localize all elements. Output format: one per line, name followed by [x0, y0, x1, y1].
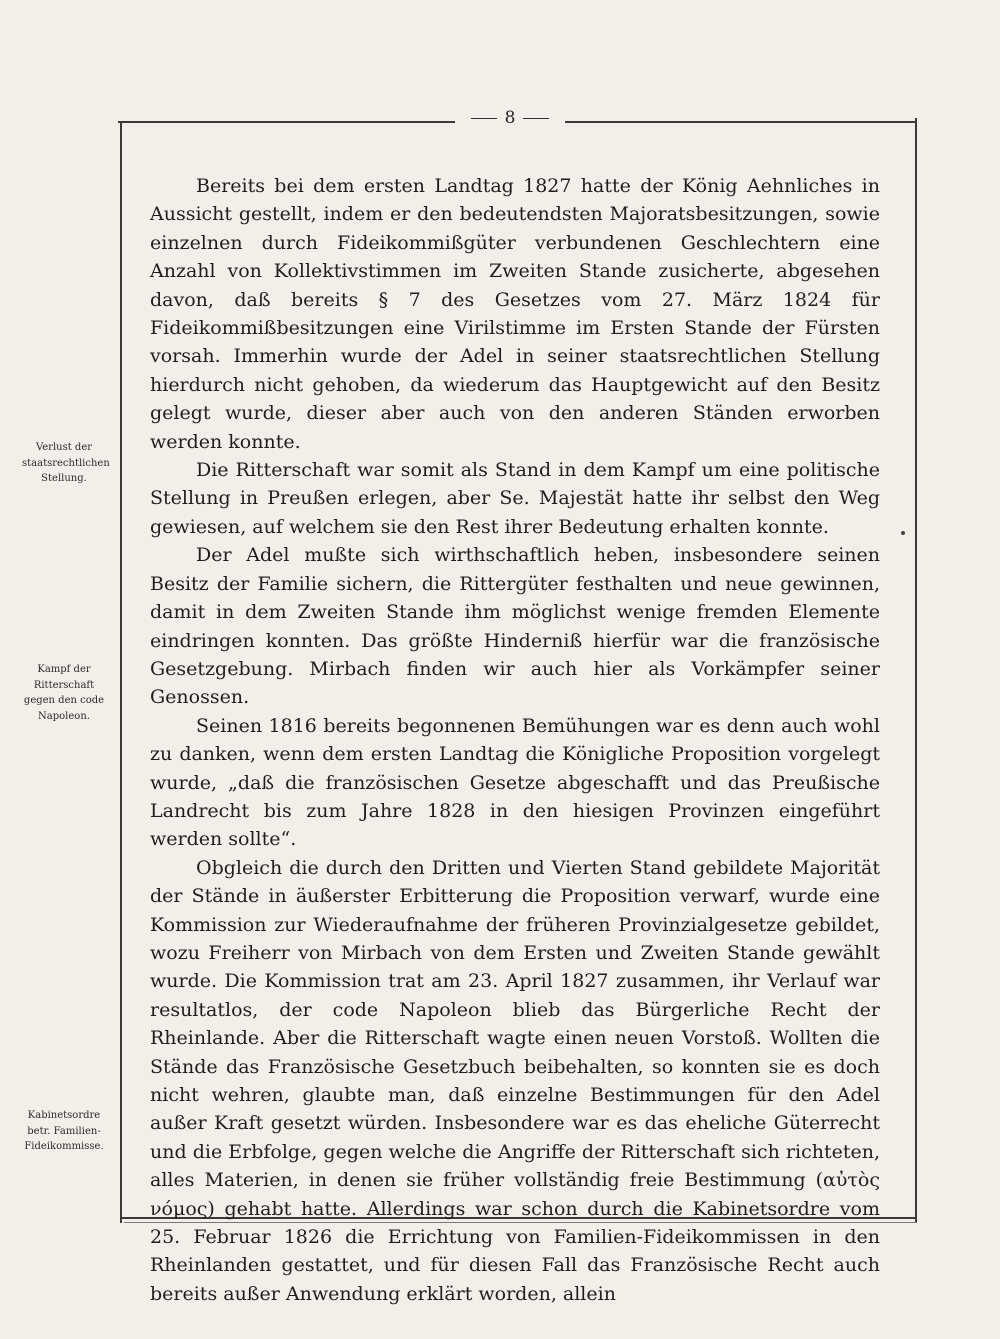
paragraph: Seinen 1816 bereits begonnenen Bemühungen war es denn auch wohl zu danken, wenn dem ersten Landtag die Königliche Proposition vorgelegt wurde, „daß die französischen Gesetze abgeschafft und das Preußische Landrecht bis zum Jahre 1828 in den hiesigen Provinzen eingeführt werden sollte“.: [150, 714, 880, 851]
page-number-dash-left: [471, 118, 497, 119]
page-number-header: [455, 108, 565, 128]
margin-note: Kampf der Ritterschaft gegen den code Napoleon.: [23, 664, 105, 722]
paragraph: Bereits bei dem ersten Landtag 1827 hatte der König Aehnliches in Aussicht gestellt, indem er den bedeutendsten Majoratsbesitzungen, sowie einzelnen durch Fideikommißgüter verbundenen Geschlechtern eine Anzahl von Kollektivstimmen im Zweiten Stande zusicherte, abgesehen davon, daß bereits § 7 des Gesetzes vom 27. März 1824 für Fideikommißbesitzungen eine Virilstimme im Ersten Stande der Fürsten vorsah. Immerhin wurde der Adel in seiner staatsrechtlichen Stellung hierdurch nicht gehoben, da wiederum das Hauptgewicht auf den Besitz gelegt wurde, dieser aber auch von den anderen Ständen erworben werden konnte.: [150, 175, 880, 453]
frame-left-rule: [120, 121, 122, 1223]
paragraph: Obgleich die durch den Dritten und Vierten Stand gebildete Majorität der Stände in äußerster Erbitterung die Proposition verwarf, wurde eine Kommission zur Wiederaufnahme der früheren Provinzialgesetze gebildet, wozu Freiherr von Mirbach von dem Ersten und Zweiten Stande gewählt wurde. Die Kommission trat am 23. April 1827 zusammen, ihr Verlauf war resultatlos, der code Napoleon blieb das Bürgerliche Recht der Rheinlande. Aber die Ritterschaft wagte einen neuen Vorstoß. Wollten die Stände das Französische Gesetzbuch beibehalten, so konnten sie es doch nicht wehren, glaubte man, daß einzelne Bestimmungen für den Adel außer Kraft gesetzt würden. Insbesondere war es das eheliche Güterrecht und die Erbfolge, gegen welche die Angriffe der Ritterschaft sich richteten, alles Materien, in denen sie früher vollständig freie Bestimmung (αὐτὸς νόμος) gehabt hatte. Allerdings war schon durch die Kabinetsordre vom 25. Februar 1826 die Errichtung von Familien-Fideikommissen in den Rheinlanden gestattet, und für diesen Fall das Französische Recht auch bereits außer Anwendung erklärt worden, allein: [150, 856, 880, 1305]
main-text: [150, 172, 880, 1308]
margin-note: Verlust der staatsrechtlichen Stellung.: [22, 442, 110, 484]
ink-speck: [901, 531, 905, 535]
margin-note: Kabinetsordre betr. Familien-Fideikommisse.: [24, 1110, 104, 1152]
paragraph: Der Adel mußte sich wirthschaftlich heben, insbesondere seinen Besitz der Familie sichern, die Rittergüter festhalten und neue gewinnen, damit in dem Zweiten Stande ihm möglichst wenige fremden Elemente eindringen konnten. Das größte Hinderniß hierfür war die französische Gesetzgebung. Mirbach finden wir auch hier als Vorkämpfer seiner Genossen.: [150, 544, 880, 709]
paragraph: Die Ritterschaft war somit als Stand in dem Kampf um eine politische Stellung in Preußen erlegen, aber Se. Majestät hatte ihr selbst den Weg gewiesen, auf welchem sie den Rest ihrer Bedeutung erhalten konnte.: [150, 459, 880, 538]
page-number-dash-right: [523, 118, 549, 119]
page-number: 8: [504, 108, 516, 128]
frame-right-rule: [915, 118, 917, 1223]
